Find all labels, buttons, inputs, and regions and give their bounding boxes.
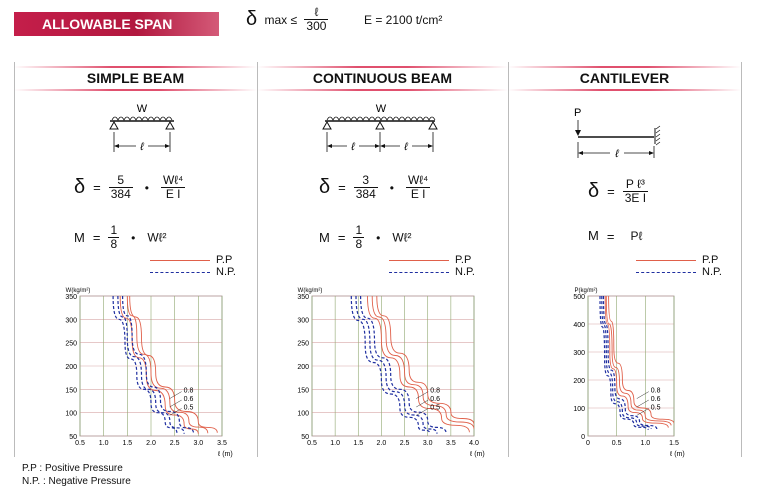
x-tick-label: 1.0 [640,440,651,447]
deflection-formula: δ = $\frac{3}{384}$ • $\frac{\text{Wℓ⁴}}{\text{E I}}$ [319,173,429,201]
thickness-label: 0.8 [650,387,661,395]
annotation-leader [637,392,649,399]
y-axis-label: P(kg/m²) [574,288,598,294]
thickness-label: 0.5 [183,404,194,412]
x-tick-label: 2.5 [399,440,410,447]
y-tick-label: 300 [65,317,77,325]
y-tick-label: 200 [573,378,585,385]
thickness-label: 0.5 [430,404,440,412]
title-rule [14,66,257,68]
x-tick-label: 3.5 [445,440,456,447]
panel-title: CONTINUOUS BEAM [312,70,453,86]
y-tick-label: 0 [581,434,585,441]
np-curve-0_8 [361,296,447,434]
y-axis-label: W(kg/m²) [297,288,323,294]
y-tick-label: 500 [573,294,585,301]
thickness-label: 0.8 [183,387,194,395]
y-tick-label: 100 [297,410,309,418]
modulus-text: E = 2100 t/cm² [364,13,443,27]
x-tick-label: 1.5 [353,440,364,447]
x-tick-label: 0 [586,440,590,447]
np-curve-0_5 [351,296,430,434]
pp-curve-0_8 [377,296,474,424]
y-tick-label: 150 [297,387,309,395]
footer-pp: P.P : Positive Pressure [22,463,123,474]
x-tick-label: 3.5 [217,440,227,447]
x-tick-label: 0.5 [75,440,85,447]
x-tick-label: 1.0 [330,440,341,447]
y-tick-label: 200 [65,364,77,371]
svg-text:P: P [574,107,582,119]
x-tick-label: 4.0 [469,440,479,447]
svg-text:W: W [375,103,387,115]
annotation-leader [170,392,182,399]
svg-text:ℓ: ℓ [351,141,355,153]
y-axis-label: W(kg/m²) [65,288,91,294]
y-tick-label: 250 [65,340,77,348]
x-tick-label: 0.5 [611,440,622,447]
simple-beam-diagram [104,102,184,162]
legend-pp: P.P [455,254,472,266]
simple-beam-chart [44,284,244,460]
x-axis-label: ℓ (m) [470,451,485,458]
deflection-formula: δ = $\frac{5}{384}$ • $\frac{\text{Wℓ⁴}}{\text{E I}}$ [74,173,184,201]
thickness-label: 0.6 [650,396,661,403]
annotation-leader [416,408,428,415]
x-tick-label: 3.0 [193,440,204,447]
legend-np: N.P. [702,266,722,278]
y-tick-label: 150 [65,387,77,395]
page-title: ALLOWABLE SPAN [14,12,219,36]
legend [389,254,475,278]
divider [741,62,742,457]
x-tick-label: 1.5 [669,440,679,447]
title-rule [257,66,508,68]
annotation-leader [637,408,649,415]
x-tick-label: 0.5 [307,440,317,447]
thickness-label: 0.8 [430,387,440,395]
title-rule [508,89,741,91]
np-curve-0_6 [356,296,437,434]
x-tick-label: 2.5 [169,440,180,447]
moment-formula: M = Pℓ [588,228,643,245]
legend-pp: P.P [702,254,719,266]
x-tick-label: 2.0 [376,440,387,447]
legend [150,254,236,278]
y-tick-label: 200 [297,364,309,371]
thickness-label: 0.6 [430,396,440,403]
y-tick-label: 300 [573,350,585,357]
pp-curve-0_5 [368,296,470,432]
moment-formula: M = $\frac{1}{8}$ • Wℓ² [319,223,412,251]
np-curve-0_8 [604,296,657,429]
y-tick-label: 50 [69,434,77,441]
x-axis-label: ℓ (m) [670,451,685,458]
footer-np: N.P. : Negative Pressure [22,476,131,487]
y-tick-label: 350 [297,294,309,301]
panel-title: CANTILEVER [579,70,670,86]
legend-np: N.P. [216,266,236,278]
y-tick-label: 100 [65,410,77,418]
title-rule [14,89,257,91]
title-rule [257,89,508,91]
deflection-limit-formula: δ max ≤ $\frac{\text{ℓ}}{300}$ [246,5,327,33]
x-tick-label: 1.0 [98,440,109,447]
legend [636,254,722,278]
svg-text:W: W [136,103,148,115]
legend-pp: P.P [216,254,233,266]
deflection-formula: δ = $\frac{\text{P ℓ³}}{\text{3E I}}$ [588,177,647,205]
cantilever-chart [552,284,692,460]
moment-formula: M = $\frac{1}{8}$ • Wℓ² [74,223,167,251]
x-axis-label: ℓ (m) [218,451,233,458]
y-tick-label: 300 [297,317,309,325]
thickness-label: 0.6 [183,396,194,403]
annotation-leader [637,400,649,407]
svg-text:ℓ: ℓ [404,141,408,153]
y-tick-label: 50 [301,434,309,441]
x-tick-label: 1.5 [122,440,133,447]
y-tick-label: 100 [573,406,585,413]
svg-text:ℓ: ℓ [140,141,144,153]
thickness-label: 0.5 [650,404,661,412]
panel-title: SIMPLE BEAM [86,70,185,86]
pp-curve-0_6 [372,296,474,429]
svg-text:ℓ: ℓ [615,148,619,160]
cantilever-diagram [570,104,670,164]
x-tick-label: 3.0 [422,440,433,447]
y-tick-label: 350 [65,294,77,301]
continuous-beam-diagram [321,102,441,162]
y-tick-label: 400 [573,322,585,329]
x-tick-label: 2.0 [146,440,156,447]
y-tick-label: 250 [297,340,309,348]
continuous-beam-chart [290,284,486,460]
legend-np: N.P. [455,266,475,278]
title-rule [508,66,741,68]
